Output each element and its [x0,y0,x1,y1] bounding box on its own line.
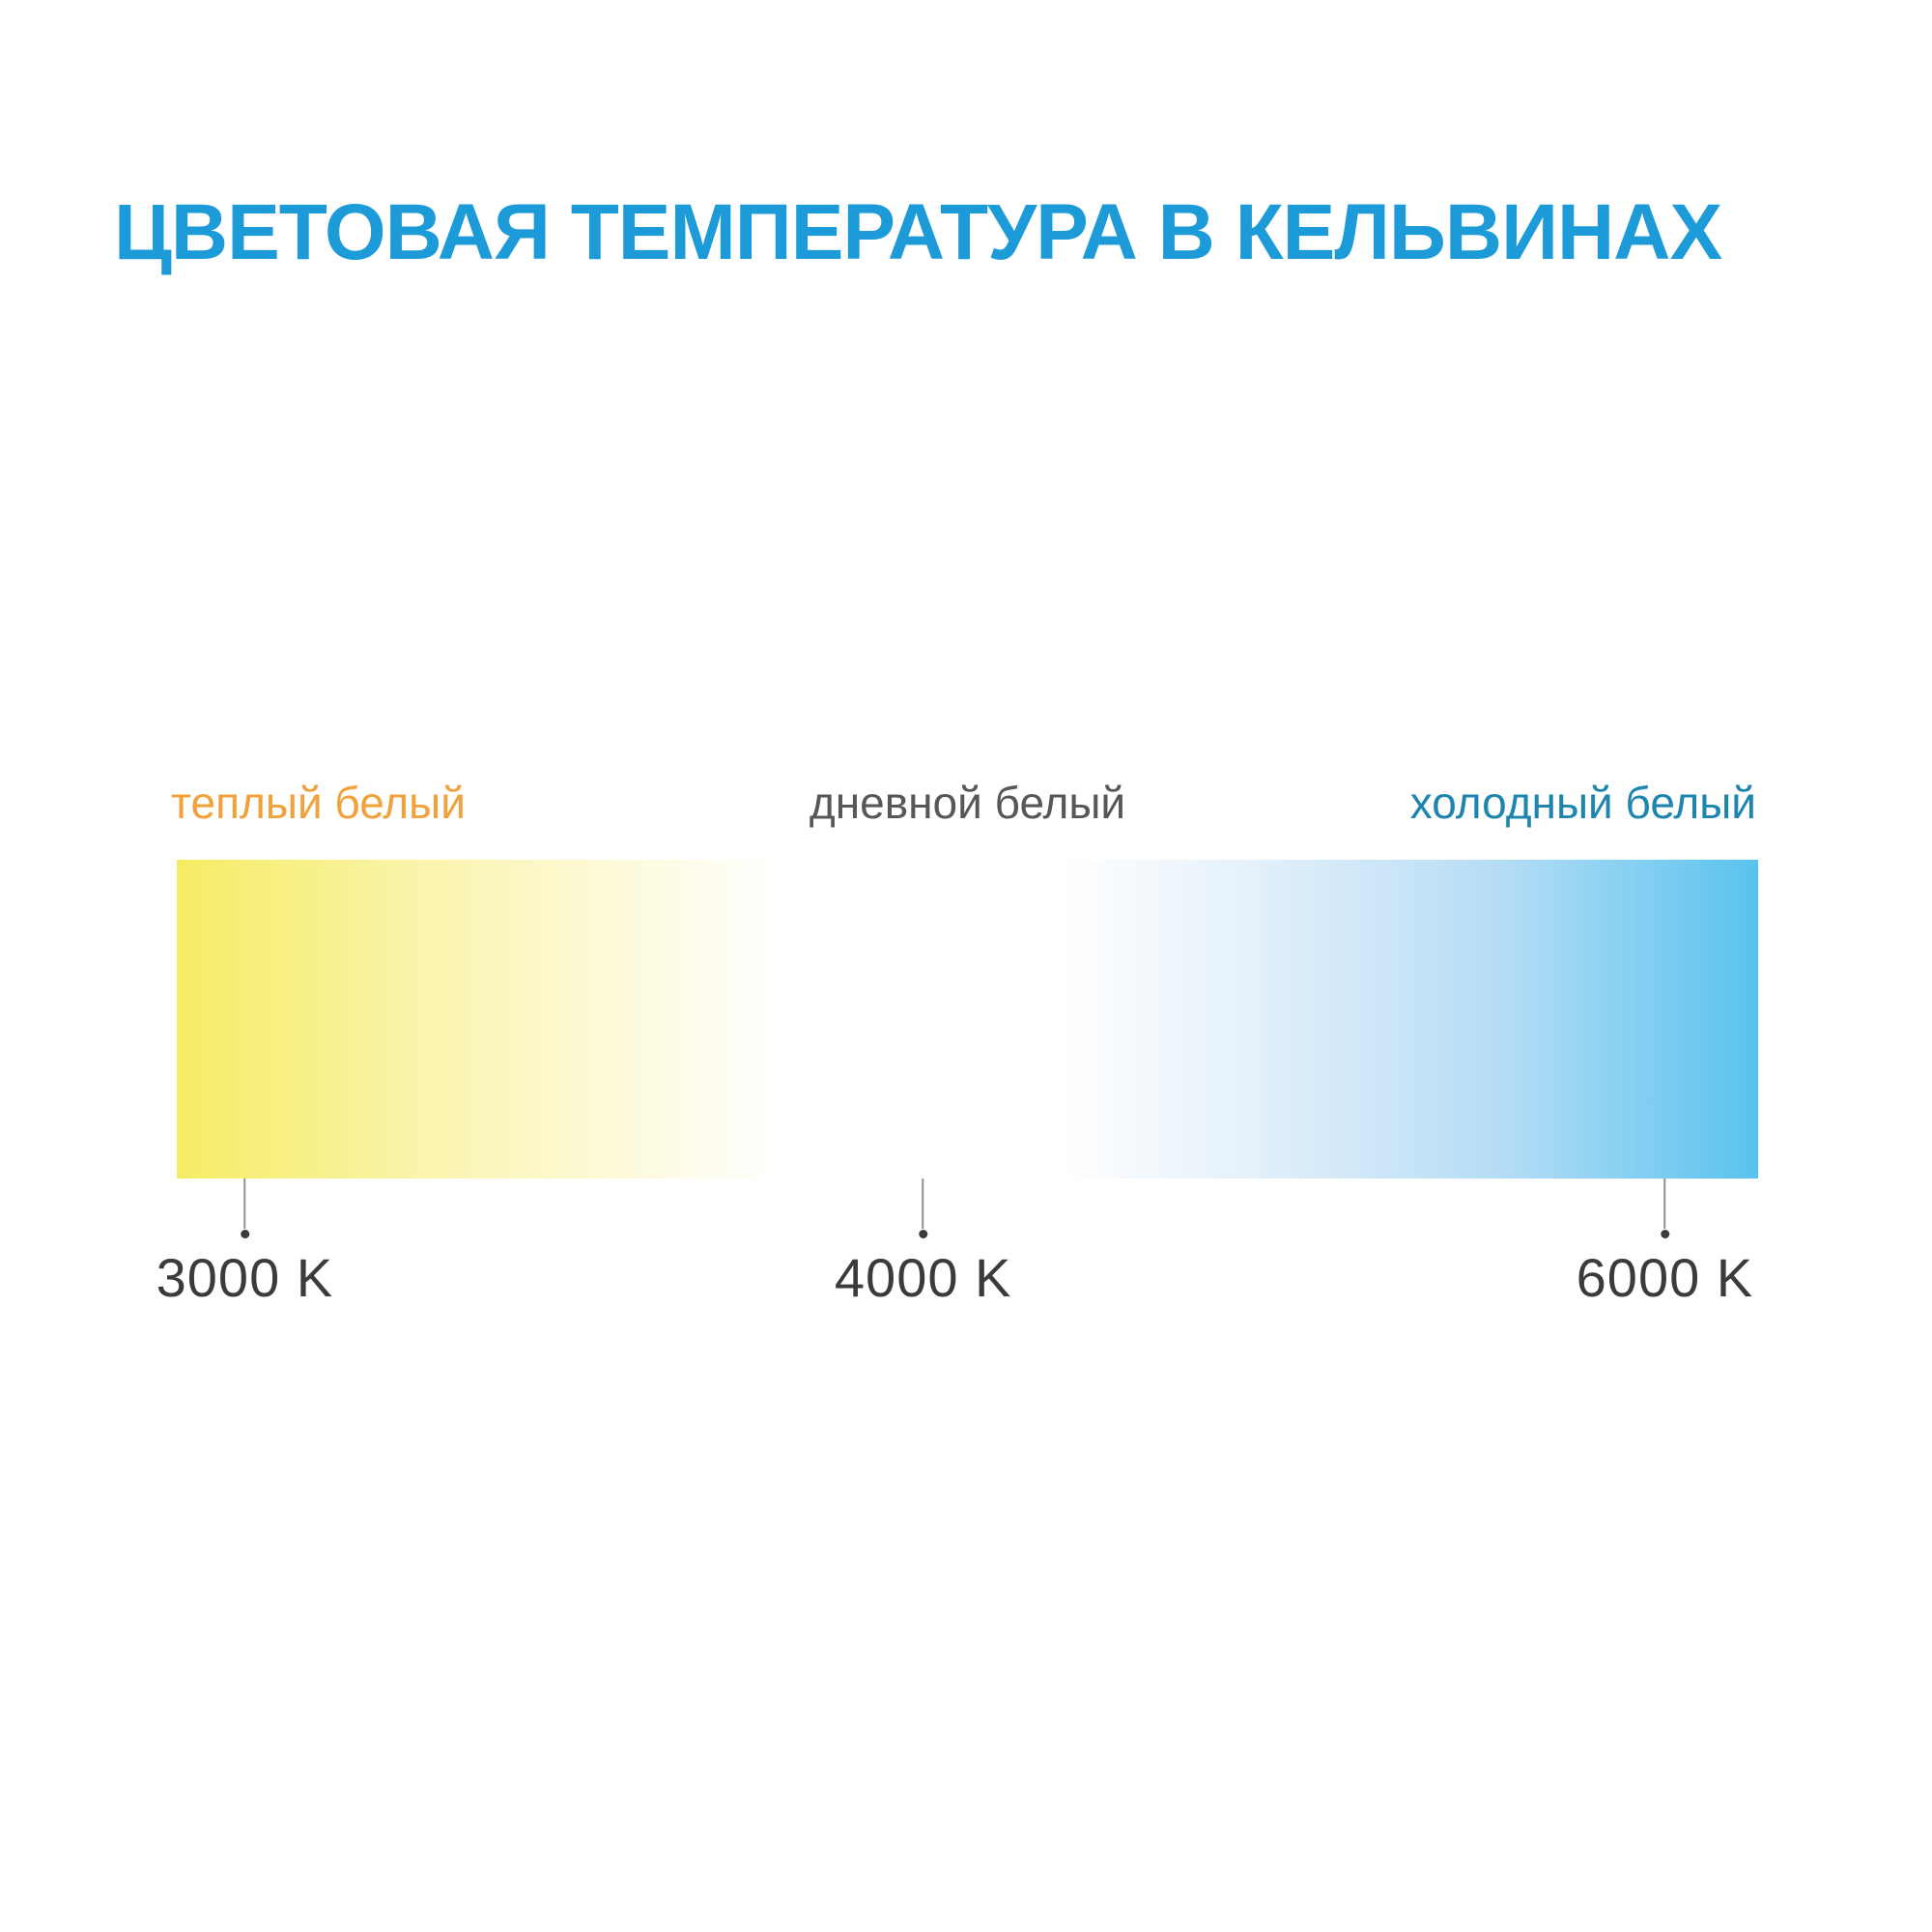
temperature-gradient-bar [177,860,1758,1179]
tick-label-3000k: 3000 K [156,1247,334,1308]
tick-line [923,1179,924,1229]
tick-label-6000k: 6000 K [1576,1247,1754,1308]
page-title: ЦВЕТОВАЯ ТЕМПЕРАТУРА В КЕЛЬВИНАХ [114,188,1722,276]
zone-label-warm-white: теплый белый [171,778,466,828]
tick-3000k [156,1179,334,1308]
tick-dot-icon [919,1230,927,1238]
zone-label-cold-white: холодный белый [1409,778,1756,828]
zone-labels-row [171,778,1758,837]
tick-label-4000k: 4000 K [834,1247,1012,1308]
zone-label-daylight-white: дневной белый [809,778,1126,828]
tick-6000k [1576,1179,1754,1308]
tick-4000k [834,1179,1012,1308]
tick-line [243,1179,245,1229]
tick-line [1663,1179,1665,1229]
tick-dot-icon [1661,1230,1669,1238]
kelvin-ticks [156,1179,1758,1343]
tick-dot-icon [241,1230,249,1238]
